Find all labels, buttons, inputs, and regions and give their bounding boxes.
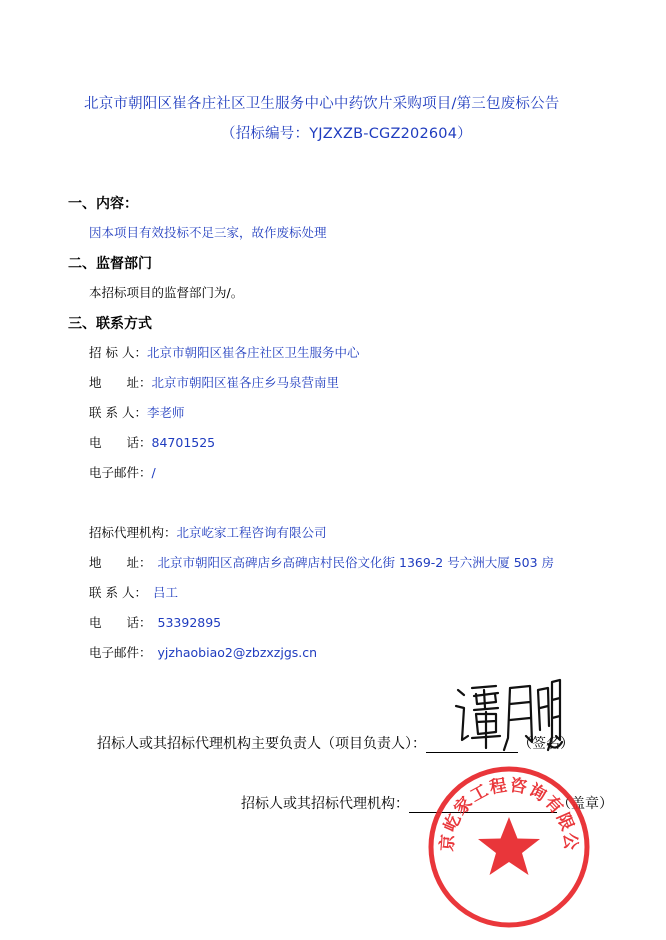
- tenderer-name-label: 招 标 人：: [89, 345, 147, 360]
- signature-label-responsible: 招标人或其招标代理机构主要负责人（项目负责人）：: [97, 736, 426, 752]
- section-content-text: 因本项目有效投标不足三家，故作废标处理: [89, 225, 327, 240]
- tenderer-contact-row: [89, 403, 184, 421]
- tenderer-name-value: 北京市朝阳区崔各庄社区卫生服务中心: [146, 345, 360, 360]
- supervision-text: 本招标项目的监督部门为/。: [89, 285, 244, 300]
- tenderer-phone-row: [89, 433, 215, 451]
- tenderer-phone-value: 84701525: [151, 435, 216, 450]
- agency-phone-row: [89, 613, 221, 631]
- tenderer-phone-label: 电 话：: [89, 435, 152, 450]
- tenderer-address-label: 地 址：: [89, 375, 152, 390]
- tenderer-email-row: [89, 463, 156, 481]
- signature-label-organization: 招标人或其招标代理机构：: [241, 796, 409, 812]
- section-heading-contact: 三、联系方式: [68, 316, 152, 332]
- company-seal: [417, 750, 591, 929]
- agency-address-label: 地 址：: [89, 555, 152, 570]
- agency-email-row: [89, 643, 317, 661]
- tenderer-contact-value: 李老师: [146, 405, 185, 420]
- tenderer-email-value: /: [151, 465, 156, 480]
- svg-text:北京屹家工程咨询有限公司: [418, 750, 581, 852]
- agency-name-row: [89, 523, 327, 541]
- agency-address-row: [89, 553, 554, 571]
- tenderer-name-row: [89, 343, 359, 361]
- agency-address-value: 北京市朝阳区高碑店乡高碑店村民俗文化街 1369-2 号六洲大厦 503 房: [157, 555, 555, 570]
- document-title: 北京市朝阳区崔各庄社区卫生服务中心中药饮片采购项目/第三包废标公告: [84, 96, 560, 112]
- agency-contact-label: 联 系 人：: [89, 585, 147, 600]
- seal-text: 北京屹家工程咨询有限公司: [417, 750, 581, 853]
- section-heading-supervision: 二、监督部门: [68, 256, 152, 272]
- agency-name-label: 招标代理机构：: [89, 525, 177, 540]
- tenderer-contact-label: 联 系 人：: [89, 405, 147, 420]
- seal-star-icon: [478, 817, 540, 875]
- signature-suffix-seal: （盖章）: [557, 796, 613, 812]
- section-heading-content: 一、内容：: [68, 196, 138, 212]
- handwritten-signature: [452, 678, 562, 758]
- agency-name-value: 北京屹家工程咨询有限公司: [176, 525, 327, 540]
- tenderer-email-label: 电子邮件：: [89, 465, 152, 480]
- signature-suffix-sign: （签名）: [518, 736, 574, 752]
- tender-number: （招标编号：YJZXZB-CGZ202604）: [221, 126, 472, 142]
- tenderer-address-row: [89, 373, 339, 391]
- agency-email-value: yjzhaobiao2@zbzxzjgs.cn: [157, 645, 318, 660]
- agency-contact-row: [89, 583, 178, 601]
- agency-phone-value: 53392895: [157, 615, 222, 630]
- agency-email-label: 电子邮件：: [89, 645, 152, 660]
- tenderer-address-value: 北京市朝阳区崔各庄乡马泉营南里: [151, 375, 340, 390]
- agency-phone-label: 电 话：: [89, 615, 152, 630]
- agency-contact-value: 吕工: [152, 585, 178, 600]
